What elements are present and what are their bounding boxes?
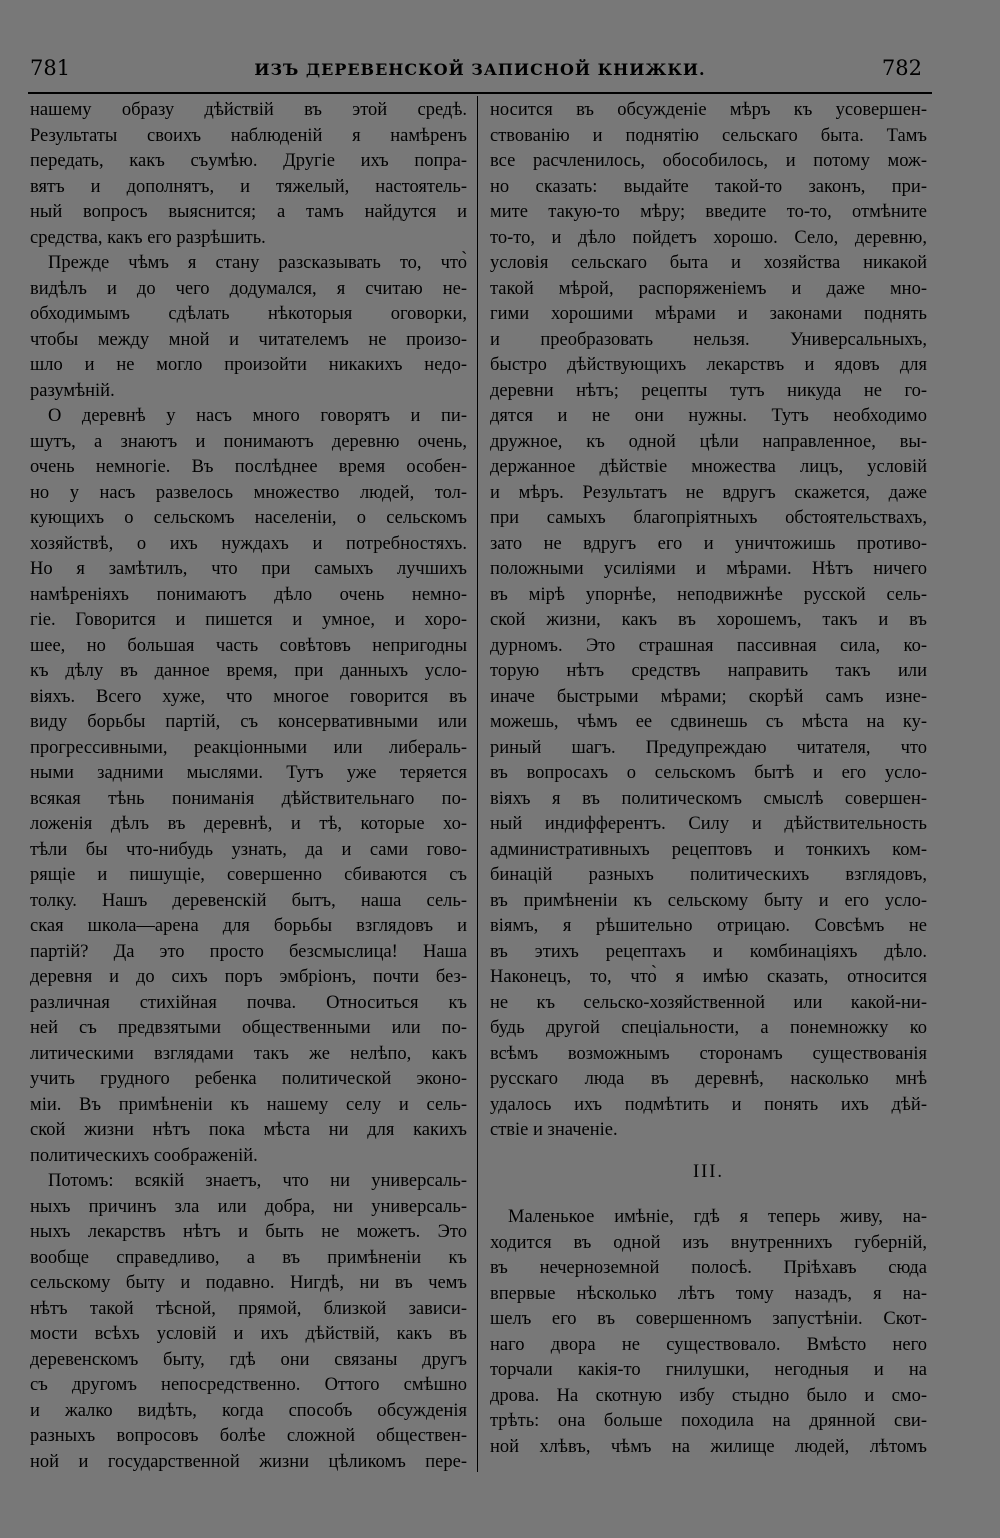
text-line: Результаты своихъ наблюденій я намѣренъ [30, 125, 467, 146]
text-line: дятся и не они нужны. Тутъ необходимо [490, 406, 927, 426]
text-line: деревенскомъ быту, гдѣ они связаны другъ [30, 1349, 467, 1370]
text-line: впервые нѣсколько лѣтъ тому назадъ, я на- [490, 1283, 927, 1304]
text-line: не къ сельско-хозяйственной или какой-ни- [490, 992, 927, 1013]
text-line: видѣлъ и до чего додумался, я считаю не- [30, 278, 467, 299]
text-line: виду борьбы партій, съ консервативными или [30, 712, 467, 732]
text-line: ной и государственной жизни цѣликомъ пере- [30, 1451, 467, 1472]
text-line: ныхъ лекарствъ нѣтъ и быть не можетъ. Это [30, 1222, 467, 1242]
text-line: литическими взглядами такъ же нелѣпо, какъ [30, 1043, 467, 1064]
text-line: ствованію и поднятію сельскаго быта. Тамъ [490, 125, 927, 146]
text-line: всякая тѣнь пониманія дѣйствительнаго по- [30, 788, 467, 809]
text-line: торую нѣтъ средствъ направить такъ или [490, 661, 927, 681]
text-line: все расчленилось, обособилось, и потому мож- [490, 151, 927, 171]
text-line: Прежде чѣмъ я стану разсказывать то, что̀ [48, 253, 467, 273]
text-line: віяхъ я въ политическомъ смыслѣ совершен- [490, 788, 927, 809]
text-line: но сказать: выдайте такой-то законъ, при- [490, 176, 927, 197]
text-line: риный шагъ. Предупреждаю читателя, что [490, 737, 927, 758]
text-line: Но я замѣтилъ, что при самыхъ лучшихъ [30, 559, 467, 579]
text-line: бинацій разныхъ политическихъ взглядовъ, [490, 865, 927, 885]
text-line: сельскому быту и подавно. Нигдѣ, ни въ чемъ [30, 1273, 467, 1293]
text-line: шелъ его въ совершенномъ запустѣніи. Скот- [490, 1309, 927, 1329]
text-line: трѣть: она больше походила на дрянной сви- [490, 1411, 927, 1431]
text-line: средства, какъ его разрѣшить. [30, 227, 266, 248]
text-line: наго двора не существовало. Вмѣсто него [490, 1334, 927, 1355]
running-title [0, 60, 1000, 79]
text-line: гіе. Говорится и пишется и умное, и хоро- [30, 610, 467, 630]
column-divider [477, 96, 478, 1472]
text-line: обходимымъ сдѣлать нѣкоторыя оговорки, [30, 304, 467, 324]
text-line: рящіе и пишущіе, совершенно сбиваются съ [30, 865, 467, 885]
text-line: политическихъ соображеній. [30, 1145, 258, 1166]
text-line: Потомъ: всякій знаетъ, что ни универсаль- [48, 1171, 467, 1191]
text-line: кующихъ о сельскомъ населеніи, о сельскомъ [30, 508, 467, 528]
text-line: ными задними мыслями. Тутъ уже теряется [30, 763, 467, 783]
text-line: ный индифферентъ. Силу и дѣйствительность [490, 814, 927, 834]
text-line: въ примѣненіи къ сельскому быту и его усло- [490, 890, 927, 911]
text-line: ской жизни нѣтъ пока мѣста ни для какихъ [30, 1120, 467, 1140]
text-line: въ вопросахъ о сельскомъ бытѣ и его усло- [490, 763, 927, 783]
text-line: ной хлѣвъ, чѣмъ на жилище людей, лѣтомъ [490, 1436, 927, 1457]
text-line: иначе быстрыми мѣрами; скорѣй самъ изне- [490, 686, 927, 707]
text-line: вообще справедливо, а въ примѣненіи къ [30, 1247, 467, 1268]
text-line: мости всѣхъ условій и ихъ дѣйствій, какъ въ [30, 1324, 467, 1344]
text-line: съ другомъ непосредственно. Оттого смѣшно [30, 1375, 467, 1395]
text-line: такой мѣрой, распоряженіемъ и даже мно- [490, 278, 927, 299]
text-line: русскаго люда въ деревнѣ, насколько мнѣ [490, 1069, 927, 1089]
text-line: очень немногіе. Въ послѣднее время особен- [30, 457, 467, 477]
text-line: всѣмъ возможнымъ сторонамъ существованія [490, 1043, 927, 1064]
text-line: деревни нѣтъ; рецепты тутъ никуда не го- [490, 380, 927, 401]
text-line: будь другой спеціальности, а понемножку ко [490, 1018, 927, 1038]
text-line: міи. Въ примѣненіи къ нашему селу и сель- [30, 1094, 467, 1115]
text-line: ской жизни, какъ въ хорошемъ, такъ и въ [490, 610, 927, 630]
text-line: О деревнѣ у насъ много говорятъ и пи- [48, 406, 467, 426]
text-line: віяхъ. Всего хуже, что многое говорится въ [30, 686, 467, 707]
page-header [0, 56, 1000, 92]
text-line: ней съ предвзятыми общественными или по- [30, 1018, 467, 1038]
text-line: быстро дѣйствующихъ лекарствъ и ядовъ для [490, 355, 927, 375]
text-line: въ нечерноземной полосѣ. Пріѣхавъ сюда [490, 1258, 927, 1278]
text-line: носится въ обсужденіе мѣръ къ усовершен- [490, 100, 927, 120]
text-line: административныхъ рецептовъ и тонкихъ ком- [490, 839, 927, 860]
text-line: Наконецъ, то, что̀ я имѣю сказать, относится [490, 967, 927, 987]
text-line: нѣтъ такой тѣсной, прямой, близкой зависи- [30, 1298, 467, 1319]
text-line: партій? Да это просто безсмыслица! Наша [30, 941, 467, 962]
text-line: можешь, чѣмъ ее сдвинешь съ мѣста на ку- [490, 712, 927, 732]
text-line: шло и не могло произойти никакихъ недо- [30, 355, 467, 375]
text-line: дурномъ. Это страшная пассивная сила, ко- [490, 635, 927, 656]
text-line: дружное, къ одной цѣли направленное, вы- [490, 431, 927, 452]
text-line: деревня и до сихъ поръ эмбріонъ, почти без- [30, 967, 467, 987]
text-line: то-то, и дѣло пойдетъ хорошо. Село, деревню, [490, 227, 927, 248]
text-line: и преобразовать нельзя. Универсальныхъ, [490, 329, 927, 350]
text-line: віямъ, я рѣшительно отрицаю. Совсѣмъ не [490, 916, 927, 936]
text-line: торчали какія-то гнилушки, негодныя и на [490, 1360, 927, 1380]
text-line: чтобы между мной и читателемъ не произо- [30, 329, 467, 350]
text-line: гими хорошими мѣрами и законами поднять [490, 304, 927, 324]
text-line: вятъ и дополнятъ, и тяжелый, настоятель- [30, 176, 467, 197]
text-line: условія сельскаго быта и хозяйства никакой [490, 253, 927, 273]
text-line: зато не вдругъ его и уничтожишь противо- [490, 533, 927, 554]
text-line: положными усиліями и мѣрами. Нѣтъ ничего [490, 559, 927, 579]
right-column [490, 98, 927, 1518]
text-line: но у насъ развелось множество людей, тол- [30, 482, 467, 503]
text-line: при самыхъ благопріятныхъ обстоятельствахъ, [490, 508, 927, 528]
text-line: дрова. На скотную избу стыдно было и смо- [490, 1385, 927, 1406]
text-line: ходится въ одной изъ внутреннихъ губерній, [490, 1232, 927, 1253]
text-line: въ мірѣ упорнѣе, неподвижнѣе русской сель- [490, 584, 927, 605]
left-column [30, 98, 467, 1518]
text-line: намѣреніяхъ понимаютъ дѣло очень немно- [30, 584, 467, 605]
text-line: и мѣръ. Результатъ не вдругъ скажется, даже [490, 482, 927, 503]
text-line: разумѣній. [30, 380, 115, 401]
text-line: шутъ, а знаютъ и понимаютъ деревню очень, [30, 431, 467, 452]
left-page-number: 781 [30, 56, 71, 80]
text-line: учить грудного ребенка политической эконо- [30, 1069, 467, 1089]
text-line: ская школа—арена для борьбы взглядовъ и [30, 916, 467, 936]
text-line: ложенія дѣлъ въ деревнѣ, и тѣ, которые хо- [30, 814, 467, 834]
text-line: въ этихъ рецептахъ и комбинаціяхъ дѣло. [490, 941, 927, 962]
header-rule [28, 92, 932, 94]
text-line: мите такую-то мѣру; введите то-то, отмѣните [490, 202, 927, 222]
text-line: различная стихійная почва. Относиться къ [30, 992, 467, 1013]
text-line: ный вопросъ выяснится; а тамъ найдутся и [30, 202, 467, 222]
running-title-text: ИЗЪ ДЕРЕВЕНСКОЙ ЗАПИСНОЙ КНИЖКИ. [254, 60, 706, 79]
text-line: ныхъ причинъ зла или добра, ни универсаль- [30, 1196, 467, 1217]
text-line: шее, но большая часть совѣтовъ непригодны [30, 635, 467, 656]
text-line: къ дѣлу въ данное время, при данныхъ усло- [30, 661, 467, 681]
text-line: удалось ихъ подмѣтить и понять ихъ дѣй- [490, 1094, 927, 1115]
text-line: разныхъ вопросовъ болѣе сложной обществен- [30, 1426, 467, 1446]
text-line: ствіе и значеніе. [490, 1120, 618, 1140]
text-line: толку. Нашъ деревенскій бытъ, наша сель- [30, 890, 467, 911]
text-line: тѣли бы что-нибудь узнать, да и сами гово- [30, 839, 467, 860]
text-line: и жалко видѣть, когда способъ обсужденія [30, 1400, 467, 1421]
text-line: передать, какъ съумѣю. Другіе ихъ попра- [30, 151, 467, 171]
text-line: нашему образу дѣйствій въ этой средѣ. [30, 100, 467, 120]
right-page-number: 782 [881, 56, 922, 80]
text-line: держанное дѣйствіе множества лицъ, условій [490, 457, 927, 477]
section-heading: III. [692, 1161, 725, 1182]
text-line: хозяйствѣ, о ихъ нуждахъ и потребностяхъ. [30, 533, 467, 554]
text-line: Маленькое имѣніе, гдѣ я теперь живу, на- [508, 1207, 927, 1227]
text-line: прогрессивными, реакціонными или либераль- [30, 737, 467, 758]
